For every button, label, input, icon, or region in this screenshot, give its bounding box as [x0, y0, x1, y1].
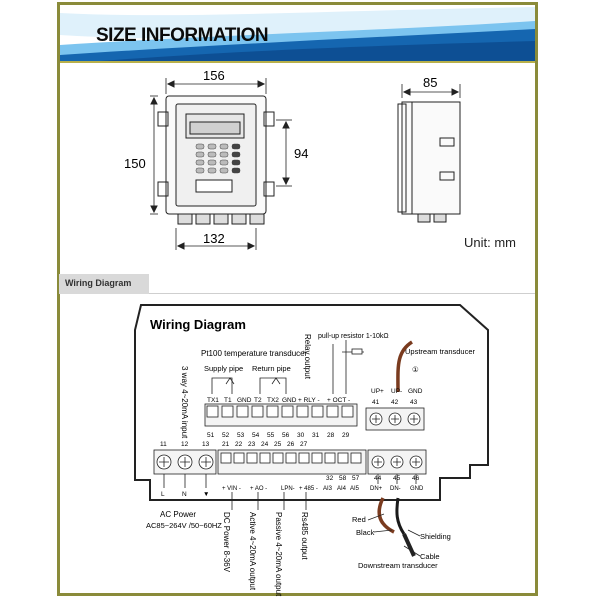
- dim-front-width: 156: [203, 68, 225, 83]
- up-label: GND: [408, 388, 423, 395]
- top-number: 55: [267, 432, 275, 439]
- bottom-label: + 485 -: [299, 486, 318, 492]
- output-leads: [232, 492, 420, 556]
- top-label: T1: [224, 397, 232, 404]
- top-number: 31: [312, 432, 320, 439]
- top-number: 30: [297, 432, 305, 439]
- side-view: [398, 84, 460, 222]
- banner-title: SIZE INFORMATION: [96, 25, 269, 46]
- dc-power-label: DC Power 8-36V: [222, 512, 231, 573]
- left-number: 11: [160, 441, 167, 448]
- bottom-label: AI4: [337, 486, 347, 492]
- bottom-number: 24: [261, 441, 269, 448]
- unit-label: Unit: mm: [464, 235, 516, 250]
- ac-power-label: AC Power: [160, 510, 197, 519]
- bottom-number: 58: [339, 475, 347, 482]
- dim-bottom-width: 132: [203, 231, 225, 246]
- top-label: GND: [237, 397, 252, 404]
- active-output-label: Active 4~20mA output: [248, 512, 257, 591]
- top-label: + OCT -: [327, 397, 351, 404]
- pullup-label: pull-up resistor 1-10kΩ: [318, 333, 389, 340]
- top-number: 53: [237, 432, 245, 439]
- top-label: TX1: [207, 397, 219, 404]
- up-terminal-block: [366, 408, 424, 430]
- bottom-number: 32: [326, 475, 334, 482]
- shielding-label: Shielding: [420, 532, 451, 541]
- wiring-diagram-tab: [59, 274, 149, 294]
- bottom-label: GND: [410, 486, 424, 492]
- bottom-label: DN+: [370, 486, 383, 492]
- pt100-label: Pt100 temperature transducer: [201, 349, 308, 358]
- input-4-20-label: 3 way 4~20mA input: [180, 366, 189, 439]
- top-terminal-labels: [207, 397, 350, 404]
- top-label: + RLY -: [298, 397, 320, 404]
- bottom-number: 57: [352, 475, 360, 482]
- top-label: GND: [282, 397, 297, 404]
- dim-inner-height: 94: [294, 146, 309, 161]
- bottom-label: AI5: [350, 486, 360, 492]
- bottom-label: + VIN -: [222, 486, 241, 492]
- bottom-terminal-labels: [222, 486, 424, 492]
- bottom-label: LPN-: [281, 486, 295, 492]
- front-view: [150, 78, 292, 250]
- bottom-number: 25: [274, 441, 282, 448]
- top-terminal-block: [205, 404, 357, 426]
- passive-output-label: Passive 4~20mA output: [274, 512, 283, 597]
- cable-label: Cable: [420, 552, 440, 561]
- top-number: 51: [207, 432, 215, 439]
- bottom-number: 46: [412, 475, 420, 482]
- up-label: UP+: [371, 388, 384, 395]
- bottom-label: + AO -: [250, 486, 268, 492]
- top-number: 56: [282, 432, 290, 439]
- red-wire-label: Red: [352, 515, 366, 524]
- bottom-number: 21: [222, 441, 230, 448]
- downstream-label: Downstream transducer: [358, 561, 438, 570]
- tab-divider: [149, 293, 535, 294]
- up-label: UP-: [391, 388, 403, 395]
- bottom-number: 45: [393, 475, 401, 482]
- bottom-number: 44: [374, 475, 382, 482]
- top-number: 29: [342, 432, 350, 439]
- supply-pipe-label: Supply pipe: [204, 364, 244, 373]
- top-number: 52: [222, 432, 230, 439]
- rs485-output-label: Rs485 output: [300, 512, 309, 560]
- upstream-label: Upstream transducer: [405, 347, 476, 356]
- top-label: T2: [254, 397, 262, 404]
- up-number: 41: [372, 399, 380, 406]
- bottom-number: 23: [248, 441, 256, 448]
- left-number: 13: [202, 441, 210, 448]
- left-number: 12: [181, 441, 189, 448]
- ac-power-range: AC85~264V /50~60HZ: [146, 521, 222, 530]
- top-number: 54: [252, 432, 260, 439]
- up-number: 42: [391, 399, 399, 406]
- left-letter: ▼: [203, 491, 210, 498]
- return-pipe-label: Return pipe: [252, 364, 291, 373]
- relay-output-label: Relay output: [303, 334, 312, 379]
- bottom-label: AI3: [323, 486, 333, 492]
- left-letter: L: [161, 491, 165, 498]
- top-label: TX2: [267, 397, 279, 404]
- upstream-sub-label: ①: [412, 365, 419, 374]
- bottom-number: 26: [287, 441, 295, 448]
- bottom-label: DN-: [390, 486, 401, 492]
- black-wire-label: Black: [356, 528, 375, 537]
- dim-side-depth: 85: [423, 75, 438, 90]
- wiring-tab-label: Wiring Diagram: [65, 278, 132, 288]
- wiring-title: Wiring Diagram: [150, 317, 246, 332]
- up-number: 43: [410, 399, 418, 406]
- top-number: 28: [327, 432, 335, 439]
- bottom-number: 22: [235, 441, 243, 448]
- bottom-number: 27: [300, 441, 308, 448]
- dim-front-height: 150: [124, 156, 146, 171]
- left-letter: N: [182, 491, 187, 498]
